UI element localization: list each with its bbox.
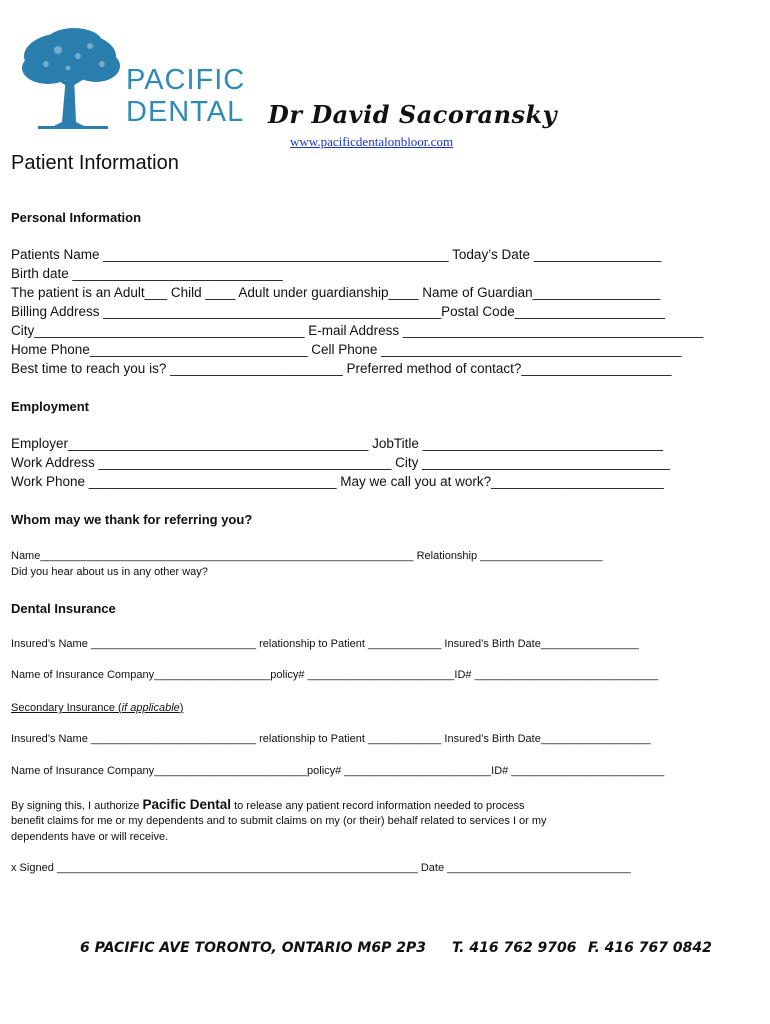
secondary-insurance-label: Secondary Insurance (if applicable) [11,702,184,714]
secondary-insurance-company-line: Name of Insurance Company_________________________policy# ________________________ID# _________________________ [11,765,665,777]
insured-name-line: Insured’s Name ___________________________ relationship to Patient ____________ Insured’s Birth Date________________ [11,638,639,650]
phone-line: Home Phone_____________________________ Cell Phone ________________________________________ [11,342,682,357]
logo-text-pacific: PACIFIC [126,64,246,96]
website-link[interactable]: www.pacificdentalonbloor.com [290,134,454,149]
footer-fax: F. 416 767 0842 [588,940,712,956]
consent-line-3: dependents have or will receive. [11,831,169,843]
consent-line-1: By signing this, I authorize Pacific Dental to release any patient record information needed to process [11,797,525,812]
birth-date-line: Birth date ____________________________ [11,266,283,281]
patient-type-line: The patient is an Adult___ Child ____ Adult under guardianship____ Name of Guardian_________________ [11,285,661,300]
personal-information-heading: Personal Information [11,210,142,225]
page-title: Patient Information [11,152,179,174]
insurance-company-line: Name of Insurance Company___________________policy# ________________________ID# ______________________________ [11,669,659,681]
billing-address-line: Billing Address _____________________________________________Postal Code____________________ [11,304,665,319]
contact-preference-line: Best time to reach you is? _______________________ Preferred method of contact?____________________ [11,361,672,376]
patients-name-line: Patients Name ______________________________________________ Today’s Date _________________ [11,247,662,262]
work-address-line: Work Address _______________________________________ City _________________________________ [11,455,670,470]
footer-telephone: T. 416 762 9706 [452,940,577,956]
signature-line: x Signed ___________________________________________________________ Date ______________________________ [11,862,631,874]
secondary-insured-name-line: Insured’s Name ___________________________ relationship to Patient ____________ Insured’s Birth Date__________________ [11,733,651,745]
footer-address: 6 PACIFIC AVE TORONTO, ONTARIO M6P 2P3 [80,940,426,956]
employer-line: Employer________________________________________ JobTitle ________________________________ [11,436,663,451]
logo-text-dental: DENTAL [126,96,245,128]
referral-heading: Whom may we thank for referring you? [11,512,253,527]
doctor-name: Dr David Sacoransky [268,100,558,129]
consent-line-2: benefit claims for me or my dependents and to submit claims on my (or their) behalf related to services I or my [11,815,547,827]
city-email-line: City____________________________________ E-mail Address ________________________________________ [11,323,704,338]
work-phone-line: Work Phone _________________________________ May we call you at work?_______________________ [11,474,664,489]
referral-other-way-line: Did you hear about us in any other way? [11,566,208,578]
employment-heading: Employment [11,399,90,414]
referral-name-line: Name_____________________________________________________________ Relationship ____________________ [11,550,603,562]
dental-insurance-heading: Dental Insurance [11,601,116,616]
